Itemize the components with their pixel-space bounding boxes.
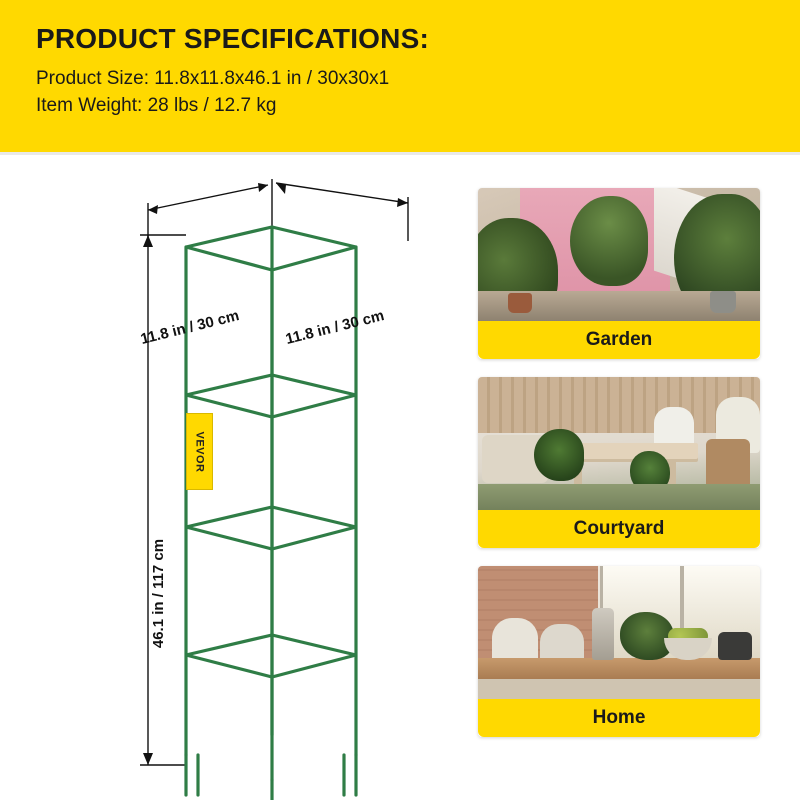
- scenario-cards: [478, 188, 768, 755]
- home-photo: [478, 566, 760, 699]
- spec-line-size: Product Size: 11.8x11.8x46.1 in / 30x30x1: [36, 67, 390, 89]
- scenario-card-courtyard: [478, 377, 760, 548]
- garden-photo: [478, 188, 760, 321]
- courtyard-photo: [478, 377, 760, 510]
- dimension-label-top-right: 11.8 in / 30 cm: [283, 307, 386, 348]
- product-diagram: [0, 155, 462, 800]
- spec-line-weight: Item Weight: 28 lbs / 12.7 kg: [36, 95, 277, 117]
- brand-tag-label: VEVOR: [193, 430, 206, 473]
- dimension-label-top-left: 11.8 in / 30 cm: [138, 307, 241, 348]
- tomato-cage-drawing: [0, 155, 462, 800]
- scenario-card-home: [478, 566, 760, 737]
- scenario-label-courtyard: Courtyard: [478, 510, 760, 548]
- scenario-label-home: Home: [478, 699, 760, 737]
- dimension-label-height: 46.1 in / 117 cm: [150, 538, 168, 649]
- scenario-card-garden: [478, 188, 760, 359]
- scenario-label-garden: Garden: [478, 321, 760, 359]
- page-title: PRODUCT SPECIFICATIONS:: [36, 23, 429, 54]
- header-banner: [0, 0, 800, 152]
- brand-tag: [186, 413, 213, 490]
